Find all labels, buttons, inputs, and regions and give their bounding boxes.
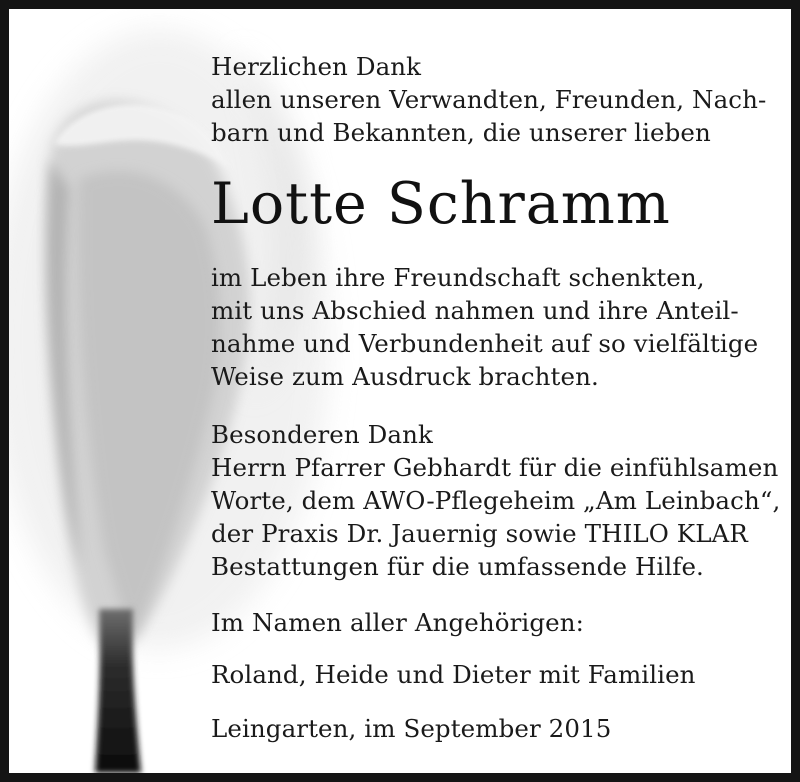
notice-text-block [211,50,781,745]
thanks-heading: Herzlichen Dank [211,52,422,81]
place-date: Leingarten, im September 2015 [211,714,612,743]
body-line: nahme und Verbundenheit auf so vielfältige [211,329,759,358]
body-line: im Leben ihre Freundschaft schenkten, [211,263,705,292]
deceased-name: Lotte Schramm [211,171,671,237]
special-thanks-line: der Praxis Dr. Jauernig sowie THILO KLAR [211,519,748,548]
special-thanks-line: Worte, dem AWO-Pflegeheim „Am Leinbach“, [211,486,781,515]
special-thanks-line: Herrn Pfarrer Gebhardt für die einfühlsamen [211,453,779,482]
special-thanks-heading: Besonderen Dank [211,420,433,449]
special-thanks-line: Bestattungen für die umfassende Hilfe. [211,552,704,581]
body-line: mit uns Abschied nahmen und ihre Anteil- [211,296,739,325]
body-line: Weise zum Ausdruck brachten. [211,362,599,391]
intro-line: allen unseren Verwandten, Freunden, Nach- [211,85,767,114]
intro-line: barn und Bekannten, die unserer lieben [211,118,711,147]
family-names: Roland, Heide und Dieter mit Familien [211,660,696,689]
on-behalf-line: Im Namen aller Angehörigen: [211,608,584,637]
